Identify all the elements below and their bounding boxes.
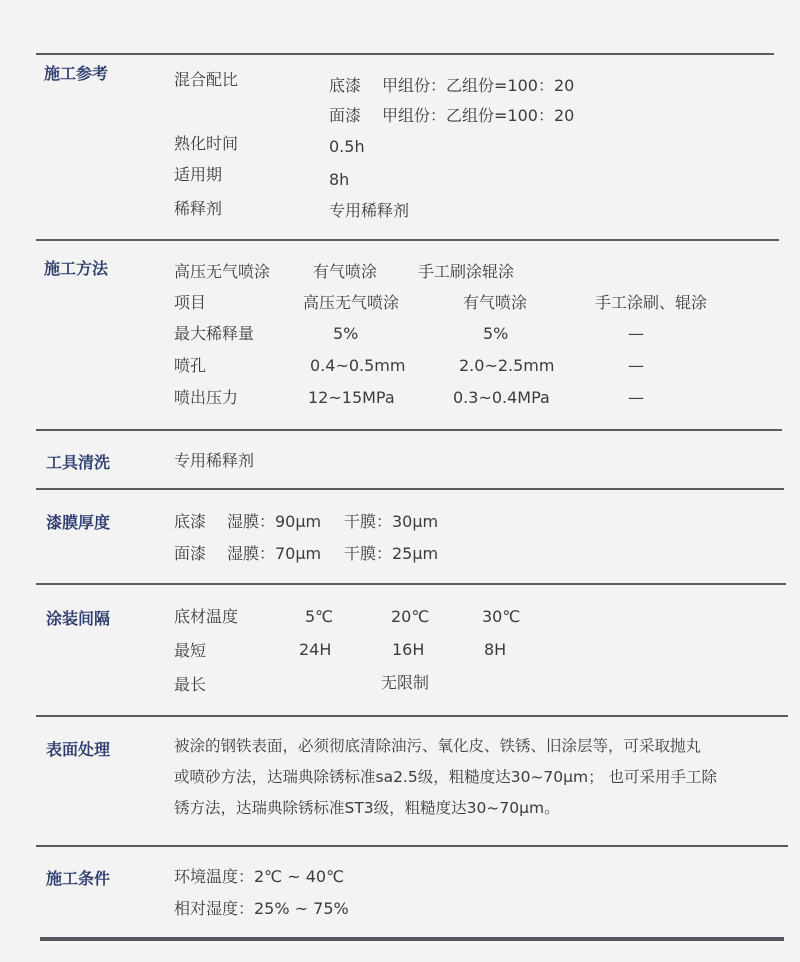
divider [36,429,782,431]
max-interval-label: 最长 [174,675,207,694]
pot-life-label: 适用期 [174,165,223,184]
divider [36,715,788,717]
section-heading-conditions: 施工条件 [46,869,111,888]
divider [36,53,774,55]
film-dry: 干膜：25μm [344,544,439,563]
table-cell: 5% [333,324,359,343]
table-cell: — [628,356,644,375]
thinner-label: 稀释剂 [174,199,223,218]
base-coat-ratio: 甲组份：乙组份=100：20 [382,76,575,95]
surface-line: 或喷砂方法，达瑞典除锈标准sa2.5级，粗糙度达30~70μm； 也可采用手工除 [174,768,718,786]
max-interval-value: 无限制 [381,673,430,692]
film-dry: 干膜：30μm [344,512,439,531]
table-cell: 0.3~0.4MPa [453,388,550,407]
table-cell: 12~15MPa [308,388,395,407]
temp-value: 20℃ [391,607,430,626]
maturation-time-label: 熟化时间 [174,134,239,153]
table-cell: 2.0~2.5mm [459,356,555,375]
table-cell: 最大稀释量 [174,324,255,343]
temp-value: 30℃ [482,607,521,626]
section-heading-reference: 施工参考 [44,64,109,83]
mix-ratio-label: 混合配比 [174,70,239,89]
divider [36,845,788,847]
method-option: 高压无气喷涂 [174,262,271,281]
table-cell: 5% [483,324,509,343]
table-header: 项目 [174,293,207,312]
ambient-temp: 环境温度：2℃ ~ 40℃ [174,867,345,886]
table-header: 手工涂刷、辊涂 [595,293,708,312]
section-heading-film: 漆膜厚度 [46,513,111,532]
relative-humidity: 相对湿度：25% ~ 75% [174,899,349,918]
thinner-value: 专用稀释剂 [329,201,410,220]
maturation-time-value: 0.5h [329,137,365,156]
section-heading-cleaning: 工具清洗 [46,453,111,472]
method-option: 有气喷涂 [313,262,378,281]
divider [36,488,784,490]
min-interval-value: 16H [392,640,425,659]
table-cell: 喷出压力 [174,388,239,407]
table-cell: 0.4~0.5mm [310,356,406,375]
table-cell: — [628,388,644,407]
substrate-temp-label: 底材温度 [174,607,239,626]
film-wet: 湿膜：70μm [227,544,322,563]
surface-line: 锈方法，达瑞典除锈标准ST3级，粗糙度达30~70μm。 [174,799,560,817]
divider [36,239,779,241]
film-wet: 湿膜：90μm [227,512,322,531]
temp-value: 5℃ [305,607,334,626]
table-cell: 喷孔 [174,356,207,375]
pot-life-value: 8h [329,170,350,189]
cleaning-value: 专用稀释剂 [174,451,255,470]
method-option: 手工刷涂辊涂 [418,262,515,281]
film-coat: 底漆 [174,512,207,531]
top-coat-ratio: 甲组份：乙组份=100：20 [382,106,575,125]
bottom-rule [40,937,784,941]
table-header: 高压无气喷涂 [303,293,400,312]
film-coat: 面漆 [174,544,207,563]
section-heading-interval: 涂装间隔 [46,609,111,628]
base-coat-label: 底漆 [329,76,362,95]
section-heading-method: 施工方法 [44,259,109,278]
table-header: 有气喷涂 [463,293,528,312]
surface-paragraph [174,731,784,824]
section-heading-surface: 表面处理 [46,740,111,759]
min-interval-value: 8H [484,640,507,659]
divider [36,583,786,585]
top-coat-label: 面漆 [329,106,362,125]
table-cell: — [628,324,644,343]
min-interval-value: 24H [299,640,332,659]
min-interval-label: 最短 [174,641,207,660]
surface-line: 被涂的钢铁表面，必须彻底清除油污、氧化皮、铁锈、旧涂层等，可采取抛丸 [174,737,702,755]
